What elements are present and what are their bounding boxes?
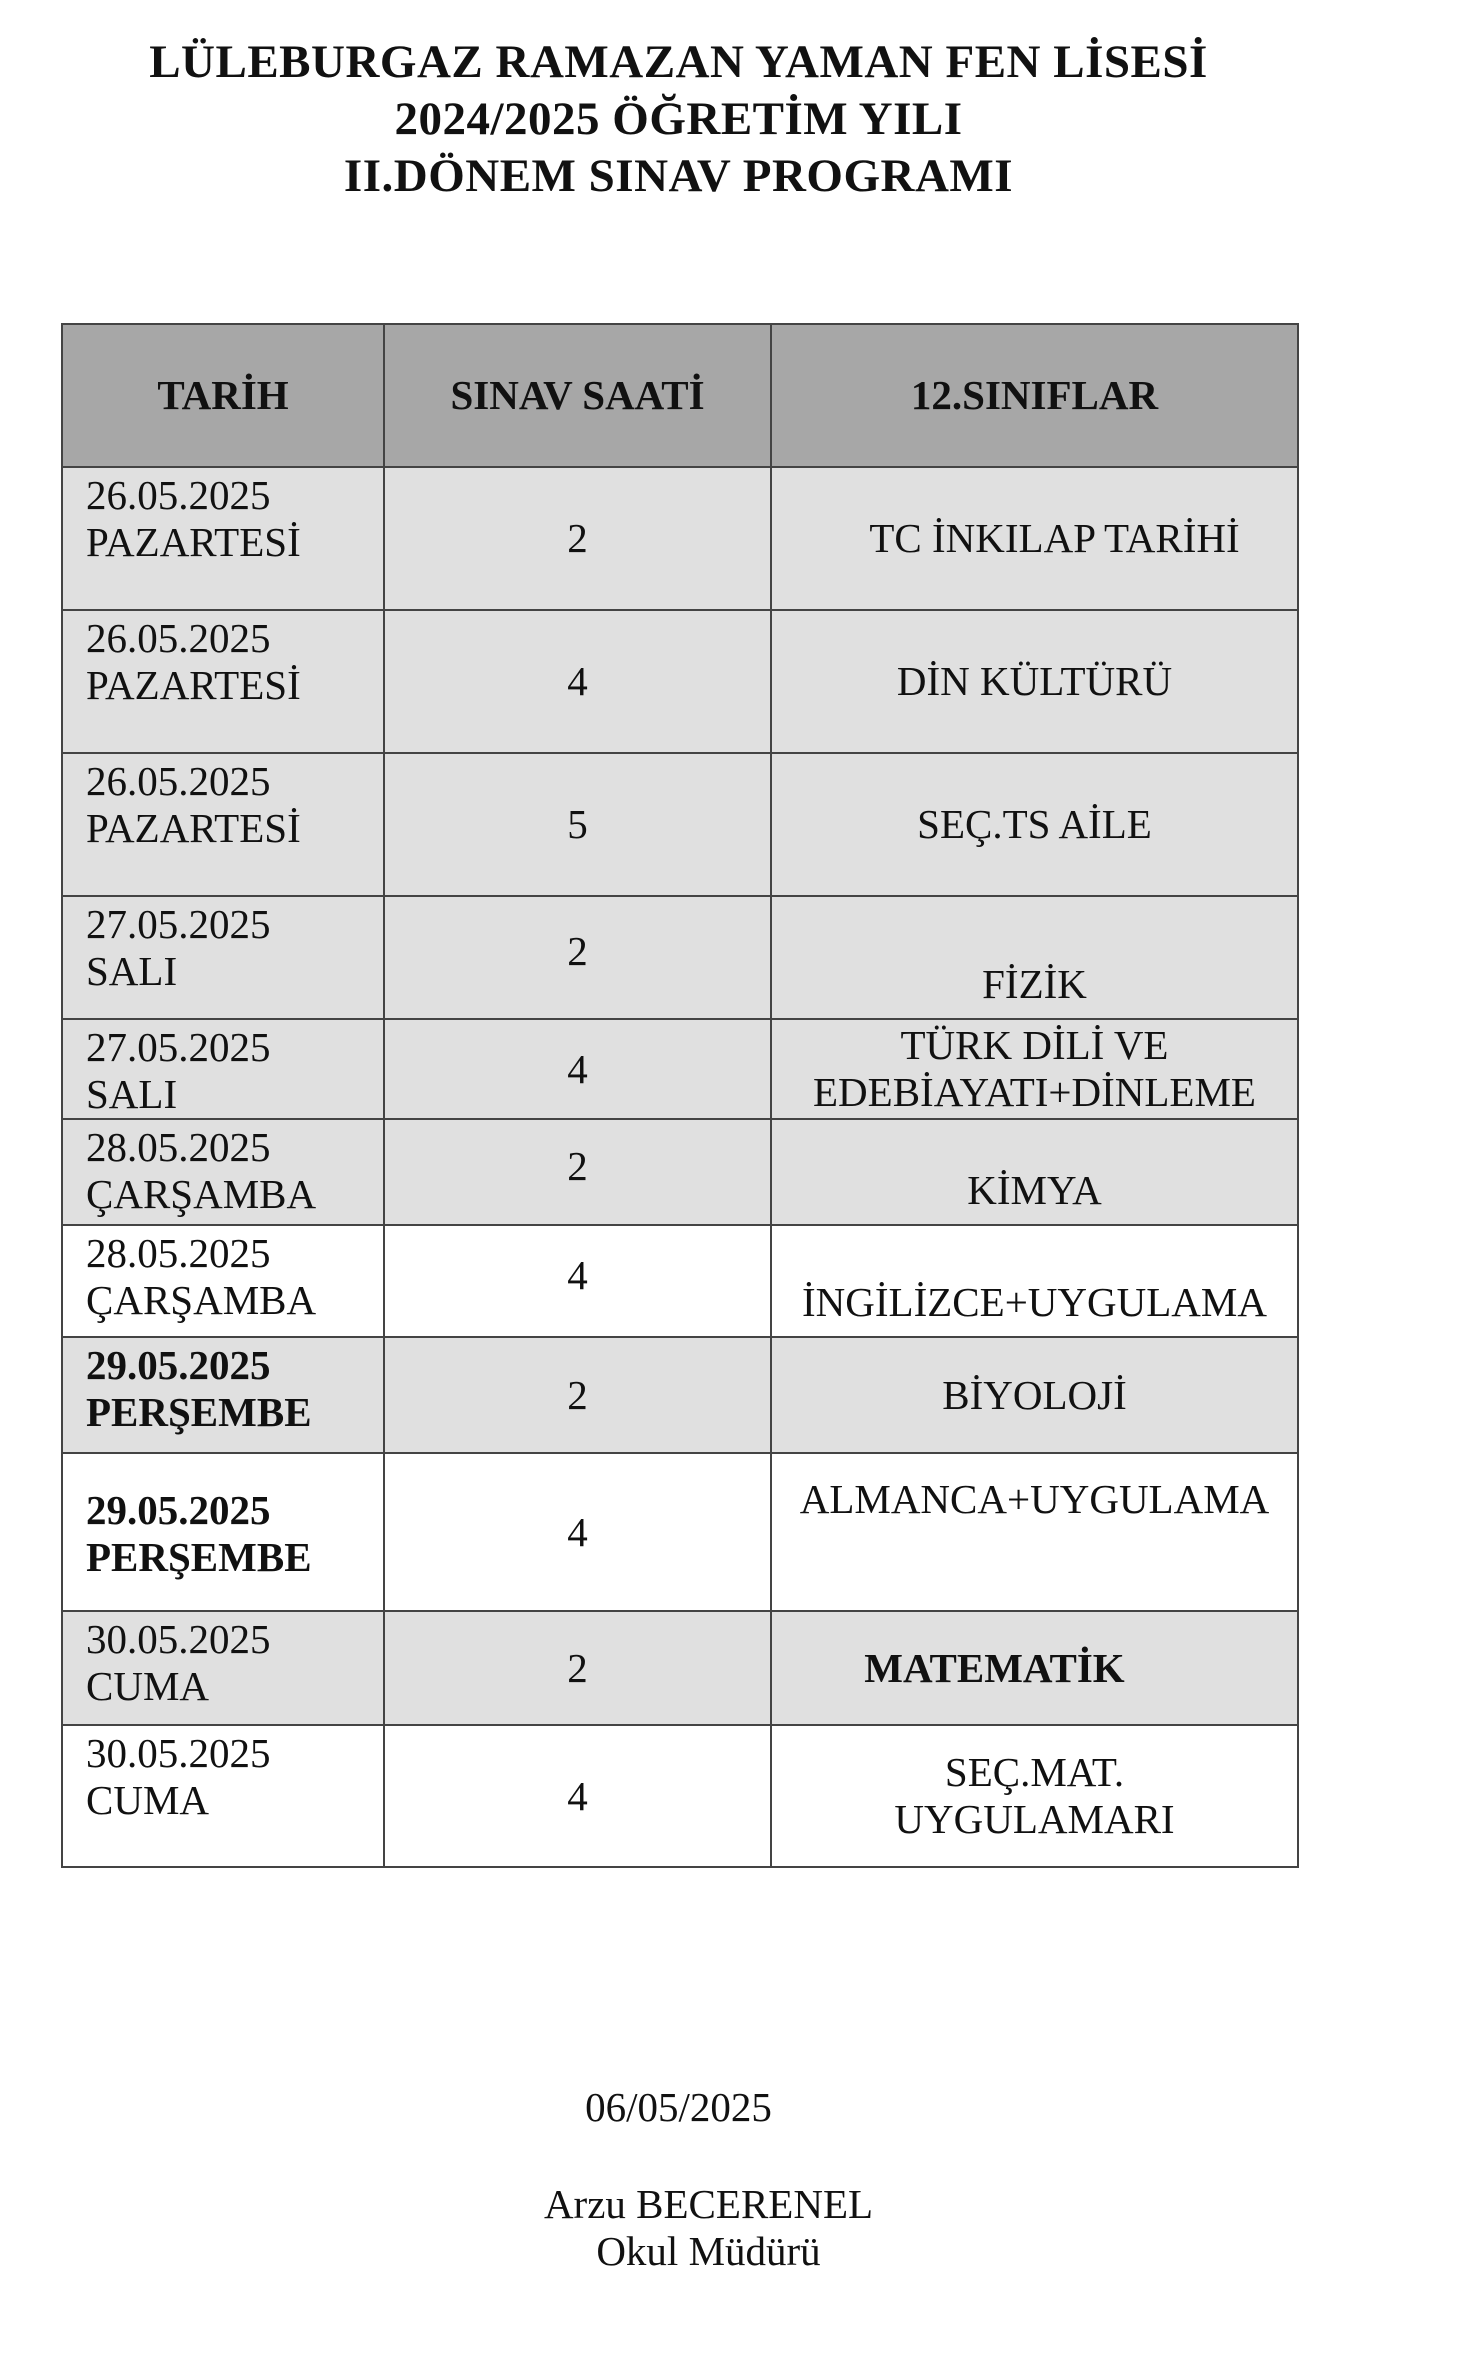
hour-cell: 2 [384, 467, 771, 610]
hour-cell: 2 [384, 1337, 771, 1453]
table-row [62, 1225, 1298, 1337]
date-text: 28.05.2025 [86, 1230, 271, 1276]
program-title: II.DÖNEM SINAV PROGRAMI [343, 150, 1014, 202]
date-cell [62, 1337, 384, 1453]
subject-line-2: UYGULAMARI [894, 1796, 1175, 1842]
date-cell [62, 1225, 384, 1337]
column-header-date: TARİH [62, 324, 384, 467]
subject-cell: MATEMATİK [771, 1611, 1298, 1725]
column-header-class: 12.SINIFLAR [771, 324, 1298, 467]
hour-cell: 4 [384, 1019, 771, 1119]
subject-line-1: SEÇ.MAT. [944, 1749, 1125, 1795]
day-text: PAZARTESİ [86, 662, 301, 708]
subject-cell: KİMYA [771, 1119, 1298, 1225]
table-row [62, 1119, 1298, 1225]
hour-cell: 4 [384, 1453, 771, 1611]
table-row [62, 610, 1298, 753]
subject-cell: TC İNKILAP TARİHİ [771, 467, 1298, 610]
date-text: 27.05.2025 [86, 1024, 271, 1070]
hour-cell: 2 [384, 1611, 771, 1725]
table-row [62, 1337, 1298, 1453]
day-text: PAZARTESİ [86, 805, 301, 851]
subject-cell: İNGİLİZCE+UYGULAMA [771, 1225, 1298, 1337]
subject-cell: FİZİK [771, 896, 1298, 1019]
date-text: 27.05.2025 [86, 901, 271, 947]
date-text: 26.05.2025 [86, 615, 271, 661]
table-row [62, 1019, 1298, 1119]
hour-cell: 2 [384, 896, 771, 1019]
date-text: 29.05.2025 [86, 1342, 271, 1388]
subject-cell [771, 1725, 1298, 1867]
date-text: 30.05.2025 [86, 1616, 271, 1662]
table-row [62, 1725, 1298, 1867]
hour-cell: 4 [384, 1725, 771, 1867]
table-row [62, 753, 1298, 896]
column-header-time: SINAV SAATİ [384, 324, 771, 467]
hour-cell: 5 [384, 753, 771, 896]
subject-cell [771, 1019, 1298, 1119]
document-title [0, 34, 1357, 205]
date-cell [62, 1611, 384, 1725]
day-text: PERŞEMBE [86, 1389, 312, 1435]
day-text: CUMA [86, 1777, 210, 1823]
table-header-row [62, 324, 1298, 467]
day-text: PAZARTESİ [86, 519, 301, 565]
date-text: 28.05.2025 [86, 1124, 271, 1170]
day-text: PERŞEMBE [86, 1534, 312, 1580]
date-cell [62, 896, 384, 1019]
day-text: CUMA [86, 1663, 210, 1709]
date-cell [62, 753, 384, 896]
hour-cell: 4 [384, 1225, 771, 1337]
table-row [62, 896, 1298, 1019]
document-date: 06/05/2025 [585, 2084, 772, 2130]
date-text: 30.05.2025 [86, 1730, 271, 1776]
day-text: ÇARŞAMBA [86, 1277, 317, 1323]
school-name: LÜLEBURGAZ RAMAZAN YAMAN FEN LİSESİ [149, 36, 1208, 88]
date-text: 26.05.2025 [86, 758, 271, 804]
date-cell [62, 610, 384, 753]
date-cell [62, 1725, 384, 1867]
date-cell [62, 1453, 384, 1611]
hour-cell: 4 [384, 610, 771, 753]
day-text: ÇARŞAMBA [86, 1171, 317, 1217]
subject-cell: DİN KÜLTÜRÜ [771, 610, 1298, 753]
principal-title: Okul Müdürü [596, 2228, 821, 2274]
table-row [62, 1453, 1298, 1611]
date-text: 29.05.2025 [86, 1487, 271, 1533]
date-text: 26.05.2025 [86, 472, 271, 518]
date-cell [62, 467, 384, 610]
date-cell [62, 1019, 384, 1119]
academic-year: 2024/2025 ÖĞRETİM YILI [394, 93, 963, 145]
subject-line-1: TÜRK DİLİ VE [900, 1022, 1169, 1068]
subject-cell: SEÇ.TS AİLE [771, 753, 1298, 896]
exam-schedule-table [61, 323, 1299, 1868]
table-row [62, 1611, 1298, 1725]
subject-line-2: EDEBİAYATI+DİNLEME [813, 1069, 1256, 1115]
date-cell [62, 1119, 384, 1225]
day-text: SALI [86, 948, 178, 994]
table-row [62, 467, 1298, 610]
day-text: SALI [86, 1071, 178, 1117]
hour-cell: 2 [384, 1119, 771, 1225]
subject-cell: ALMANCA+UYGULAMA [771, 1453, 1298, 1611]
subject-cell: BİYOLOJİ [771, 1337, 1298, 1453]
principal-name: Arzu BECERENEL [543, 2181, 874, 2227]
